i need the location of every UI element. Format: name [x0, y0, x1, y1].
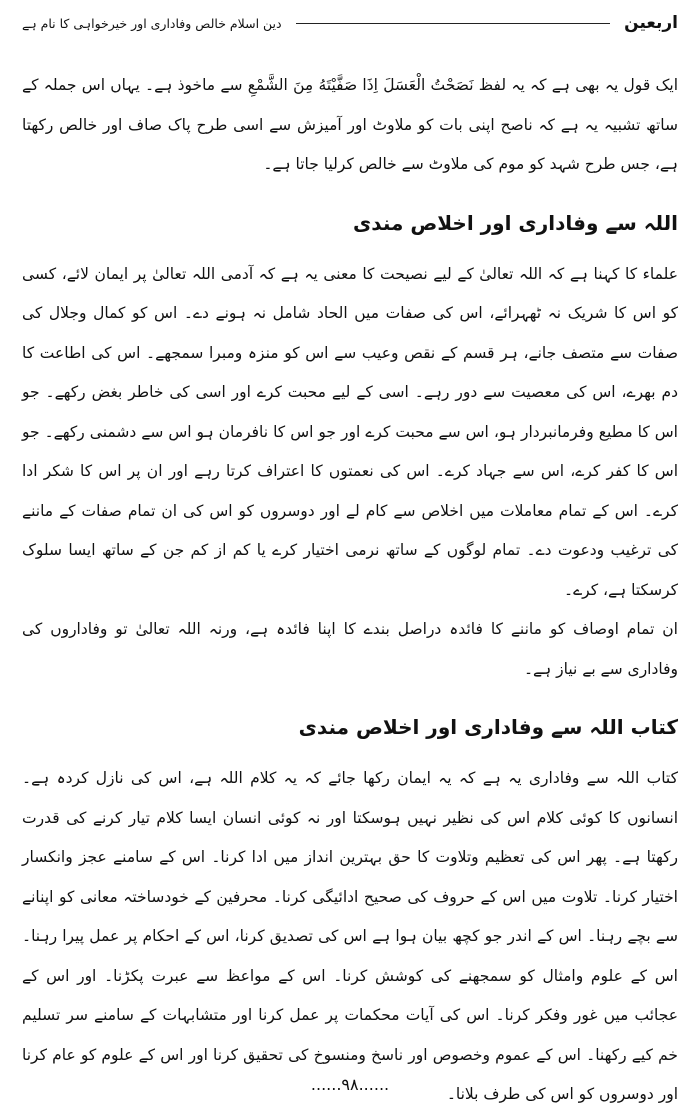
intro-paragraph: ایک قول یہ بھی ہے کہ یہ لفظ نَصَحْتُ الْعَسَلَ اِذَا صَفَّيْتَهُ مِنَ الشَّمْعِ سے ماخوذ ہے۔ یہاں اس جملہ کے ساتھ تشبیہ یہ ہے کہ ناصح اپنی بات کو ملاوٹ اور آمیزش سے اسی طرح پاک صاف اور خالص رکھتا ہے، جس طرح شہد کو موم کی ملاوٹ سے خالص کرلیا جاتا ہے۔	[22, 76, 678, 173]
page-content	[22, 66, 678, 1115]
section-kitab-paragraph-1: کتاب اللہ سے وفاداری یہ ہے کہ یہ ایمان رکھا جائے کہ یہ کلام اللہ ہے، اس کی نازل کردہ ہے۔ انسانوں کا کوئی کلام اس کی نظیر نہیں ہوسکتا اور نہ کوئی انسان ایسا کلام تیار کرنے کی قدرت رکھتا ہے۔ پھر اس کی تعظیم وتلاوت کا حق بہترین انداز میں ادا کرنا۔ اس کے سامنے عجز وانکسار اختیار کرنا۔ تلاوت میں اس کے حروف کی صحیح ادائیگی کرنا۔ محرفین کے خودساختہ معانی کو اپنانے سے بچے رہنا۔ اس کے اندر جو کچھ بیان ہوا ہے اس کی تصدیق کرنا، اس کے احکام پر عمل پیرا رہنا۔ اس کے علوم وامثال کو سمجھنے کی کوشش کرنا۔ اس کے مواعظ سے عبرت پکڑنا۔ اور اس کے عجائب میں غور وفکر کرنا۔ اس کی آیات محکمات پر عمل کرنا اور متشابہات کے سامنے سر تسلیم خم کیے رکھنا۔ اس کے عموم وخصوص اور ناسخ ومنسوخ کی تحقیق کرنا اور اس کے علوم کو عام کرنا اور دوسروں کو اس کی طرف بلانا۔	[22, 769, 678, 1103]
section-allah-paragraph-1: علماء کا کہنا ہے کہ اللہ تعالیٰ کے لیے نصیحت کا معنی یہ ہے کہ آدمی اللہ تعالیٰ پر ایمان لائے، کسی کو اس کا شریک نہ ٹھہرائے، اس کی صفات میں الحاد شامل نہ ہونے دے۔ اس کو کمال وجلال کی صفات سے متصف جانے، ہر قسم کے نقص وعیب سے اس کو منزہ ومبرا سمجھے۔ اس کی اطاعت کا دم بھرے، اس کی معصیت سے دور رہے۔ اسی کے لیے محبت کرے اور اسی کی خاطر بغض رکھے۔ جو اس کا مطیع وفرمانبردار ہو، اس سے محبت کرے اور جو اس کا نافرمان ہو اس سے دشمنی رکھے۔ جو اس کا کفر کرے، اس سے جہاد کرے۔ اس کی نعمتوں کا اعتراف کرتا رہے اور ان پر اس کا شکر ادا کرے۔ اس کے تمام معاملات میں اخلاص سے کام لے اور دوسروں کو اس کی ان تمام صفات کے ماننے کی ترغیب ودعوت دے۔ تمام لوگوں کے ساتھ نرمی اختیار کرے یا کم از کم جن کے ساتھ ایسا سلوک کرسکتا ہے، کرے۔	[22, 264, 678, 599]
section-heading-kitab-allah: کتاب اللہ سے وفاداری اور اخلاص مندی	[298, 715, 678, 739]
section-allah-paragraph-2: ان تمام اوصاف کو ماننے کا فائدہ دراصل بندے کا اپنا فائدہ ہے، ورنہ اللہ تعالیٰ تو وفاداروں کی وفاداری سے بے نیاز ہے۔	[22, 620, 678, 678]
page-number: ......۹۸......	[310, 1075, 390, 1094]
book-title: اربعین	[624, 13, 678, 33]
page-header	[22, 10, 678, 36]
section-heading-allah: اللہ سے وفاداری اور اخلاص مندی	[352, 210, 678, 235]
chapter-title: دین اسلام خالص وفاداری اور خیرخواہی کا نام ہے	[22, 15, 282, 31]
header-divider	[296, 23, 611, 24]
